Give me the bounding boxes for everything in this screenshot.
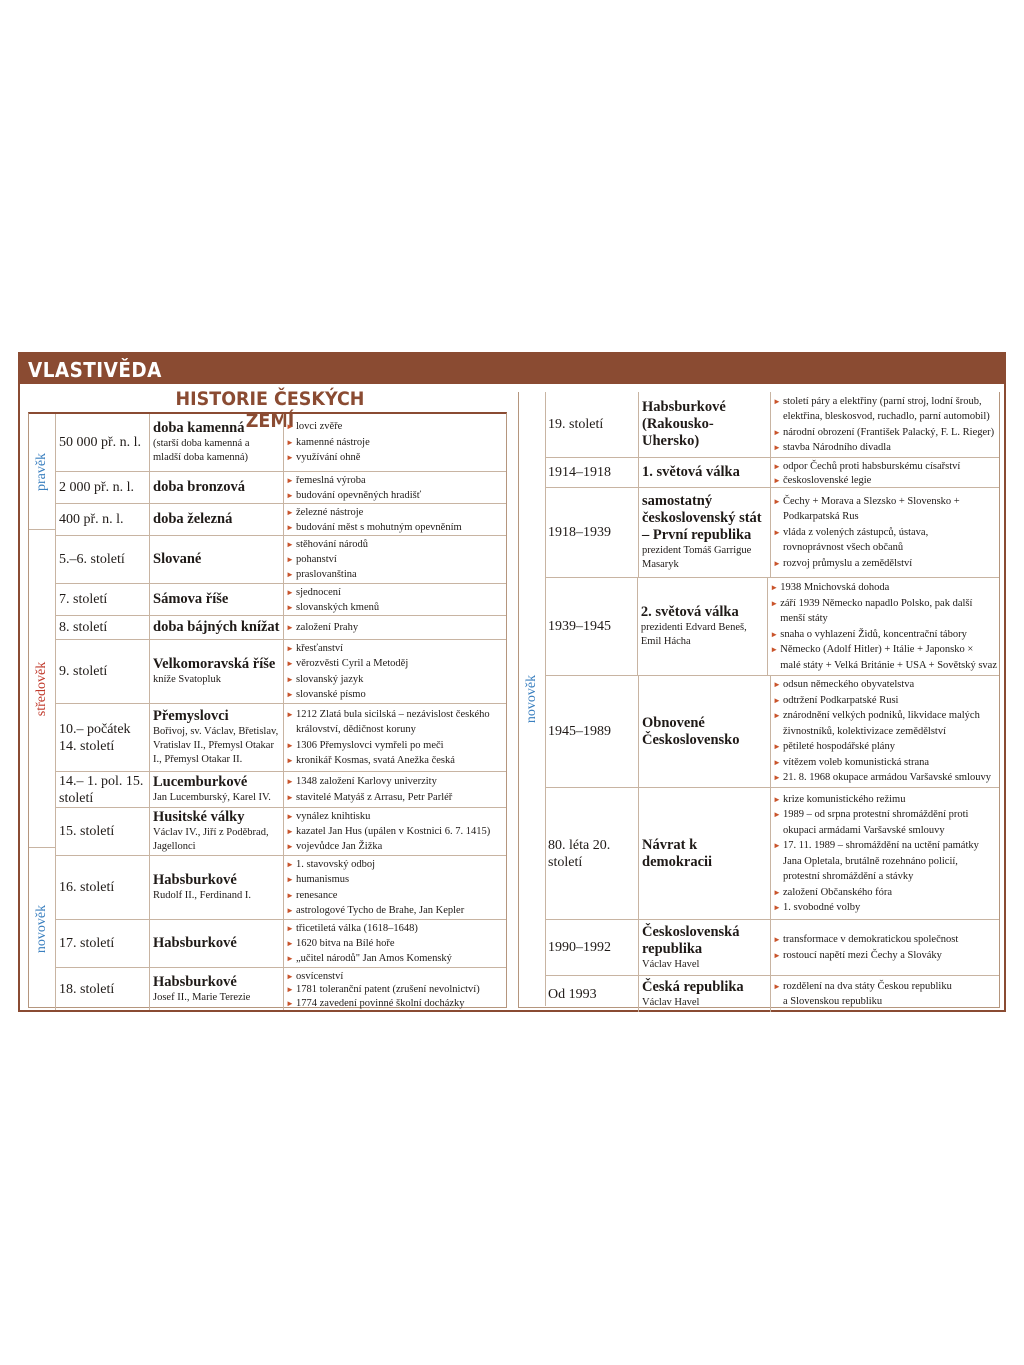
period-name-cell: [150, 968, 284, 1010]
fact-item: ► budování opevněných hradišť: [286, 488, 504, 503]
era-label: pravěk: [34, 452, 49, 491]
fact-item: ► 1989 – od srpna protestní shromáždění proti: [773, 807, 997, 823]
fact-item: ► stavitelé Matyáš z Arrasu, Petr Parléř: [286, 790, 504, 806]
right-timeline-panel: [518, 392, 1000, 1008]
fact-item: ► 1348 založení Karlovy univerzity: [286, 774, 504, 790]
fact-item: ► „učitel národů" Jan Amos Komenský: [286, 951, 504, 966]
fact-item: ► 17. 11. 1989 – shromáždění na uctění památky: [773, 838, 997, 854]
period-name-cell: [150, 772, 284, 807]
fact-item: ► založení Občanského fóra: [773, 885, 997, 901]
fact-item: ► 1620 bitva na Bílé hoře: [286, 936, 504, 951]
fact-item: ► odsun německého obyvatelstva: [773, 677, 997, 693]
fact-item: ► 1938 Mnichovská dohoda: [770, 580, 997, 596]
fact-item: ► stěhování národů: [286, 537, 504, 552]
period-date: 1914–1918: [545, 458, 639, 487]
fact-item: ► slovanské písmo: [286, 687, 504, 702]
facts-cell: [771, 788, 999, 919]
period-date: 17. století: [56, 920, 150, 967]
table-row: [56, 414, 506, 472]
fact-item: ► humanismus: [286, 872, 504, 887]
period-name: Československá republika: [642, 923, 740, 957]
period-rulers: prezident Tomáš Garrigue Masaryk: [642, 545, 752, 570]
facts-cell: [284, 414, 506, 471]
table-row: [545, 488, 999, 578]
era-stredovek: [29, 530, 56, 848]
table-row: [545, 788, 999, 920]
fact-item: ► pětileté hospodářské plány: [773, 739, 997, 755]
fact-item: ► renesance: [286, 888, 504, 903]
fact-item: ► 1781 toleranční patent (zrušení nevolnictví): [286, 982, 504, 995]
period-name-cell: [150, 504, 284, 535]
fact-item: ► 1774 zavedení povinné školní docházky: [286, 996, 504, 1009]
period-name: Obnovené Československo: [642, 714, 740, 748]
right-rows: [545, 392, 999, 1007]
era-label: novověk: [34, 904, 49, 954]
table-row: [56, 856, 506, 920]
fact-item: ► 1. svobodné volby: [773, 900, 997, 916]
era-pravek: [29, 414, 56, 530]
facts-cell: [284, 616, 506, 639]
fact-item: ► snaha o vyhlazení Židů, koncentrační tábory: [770, 627, 997, 643]
period-name-cell: [639, 788, 771, 919]
era-label: novověk: [524, 674, 539, 724]
table-row: [56, 584, 506, 616]
period-name: samostatný československý stát – První republika: [642, 493, 762, 543]
fact-item: ► národní obrození (František Palacký, F. L. Rieger): [773, 425, 997, 441]
period-rulers: Václav Havel: [642, 996, 700, 1008]
period-rulers: Bořivoj, sv. Václav, Břetislav, Vratislav II., Přemysl Otakar I., Přemysl Otakar II.: [153, 726, 279, 765]
table-row: [56, 504, 506, 536]
period-name: Velkomoravská říše: [153, 656, 276, 672]
table-row: [56, 616, 506, 640]
fact-item: menší státy: [780, 613, 828, 624]
fact-item: království, dědičnost koruny: [296, 724, 416, 735]
fact-item: ► Čechy + Morava a Slezsko + Slovensko +: [773, 494, 997, 510]
period-rulers: Rudolf II., Ferdinand I.: [153, 890, 251, 901]
period-name-cell: [639, 920, 771, 975]
section-title: HISTORIE ČESKÝCH ZEMÍ: [175, 388, 365, 432]
period-name: 1. světová válka: [642, 464, 740, 480]
period-name-cell: [639, 392, 771, 457]
facts-cell: [771, 920, 999, 975]
period-name-cell: [150, 414, 284, 471]
table-row: [56, 772, 506, 808]
period-name: doba bájných knížat: [153, 619, 280, 635]
table-row: [545, 392, 999, 458]
period-date: 7. století: [56, 584, 150, 615]
period-date: 400 př. n. l.: [56, 504, 150, 535]
facts-cell: [771, 976, 999, 1012]
era-novovek: [519, 392, 546, 1006]
period-name-cell: [639, 488, 771, 577]
period-date: Od 1993: [545, 976, 639, 1012]
fact-item: ► rozvoj průmyslu a zemědělství: [773, 556, 997, 572]
fact-item: protestní shromáždění a stávky: [783, 871, 914, 882]
period-name: Lucemburkové: [153, 774, 248, 790]
period-date: 15. století: [56, 808, 150, 855]
fact-item: ► krize komunistického režimu: [773, 792, 997, 808]
facts-cell: [284, 772, 506, 807]
period-date: 10.– počátek 14. století: [56, 704, 150, 771]
fact-item: ► kazatel Jan Hus (upálen v Kostnici 6. 7. 1415): [286, 824, 504, 839]
period-name: Habsburkové: [153, 973, 237, 990]
table-row: [56, 640, 506, 704]
table-row: [56, 968, 506, 1010]
period-date: 18. století: [56, 968, 150, 1010]
period-date: 14.– 1. pol. 15. století: [56, 772, 150, 807]
period-rulers: prezidenti Edvard Beneš, Emil Hácha: [640, 622, 747, 647]
table-row: [56, 808, 506, 856]
era-novovek: [29, 848, 56, 1010]
period-name-cell: [150, 472, 284, 503]
facts-cell: [284, 968, 506, 1010]
fact-item: ► století páry a elektřiny (parní stroj, lodní šroub,: [773, 394, 997, 410]
facts-cell: [771, 488, 999, 577]
fact-item: ► slovanský jazyk: [286, 672, 504, 687]
table-row: [56, 920, 506, 968]
fact-item: ► využívání ohně: [286, 450, 504, 466]
facts-cell: [284, 808, 506, 855]
fact-item: a Slovenskou republiku: [783, 996, 883, 1007]
fact-item: ► věrozvěsti Cyril a Metoděj: [286, 656, 504, 671]
period-date: 1918–1939: [545, 488, 639, 577]
period-name: Slované: [153, 551, 202, 567]
card-title: VLASTIVĚDA: [28, 358, 162, 382]
facts-cell: [284, 472, 506, 503]
facts-cell: [771, 392, 999, 457]
facts-cell: [771, 458, 999, 487]
period-rulers: Josef II., Marie Terezie: [153, 991, 251, 1003]
fact-item: ► řemeslná výroba: [286, 473, 504, 488]
period-name: Husitské války: [153, 809, 245, 825]
fact-item: ► pohanství: [286, 552, 504, 567]
fact-item: ► 1212 Zlatá bula sicilská – nezávislost českého: [286, 707, 504, 723]
period-name: Návrat k demokracii: [642, 836, 713, 870]
facts-cell: [284, 504, 506, 535]
fact-item: ► znárodnění velkých podniků, likvidace malých: [773, 708, 997, 724]
fact-item: ► rozdělení na dva státy Českou republiku: [773, 979, 997, 995]
period-name: Habsburkové: [153, 872, 237, 888]
fact-item: Podkarpatská Rus: [783, 511, 859, 523]
fact-item: ► třicetiletá válka (1618–1648): [286, 921, 504, 936]
period-date: 1945–1989: [545, 676, 639, 787]
period-name-cell: [638, 578, 768, 675]
period-date: 50 000 př. n. l.: [56, 414, 150, 471]
period-rulers: Jan Lucemburský, Karel IV.: [153, 792, 271, 803]
period-name-cell: [639, 458, 771, 487]
fact-item: ► kamenné nástroje: [286, 435, 504, 451]
fact-item: ► transformace v demokratickou společnost: [773, 932, 997, 948]
fact-item: ► odpor Čechů proti habsburskému císařství: [773, 459, 997, 473]
period-name-cell: [150, 704, 284, 771]
table-row: [56, 704, 506, 772]
fact-item: ► budování měst s mohutným opevněním: [286, 520, 504, 535]
period-date: 9. století: [56, 640, 150, 703]
fact-item: ► kronikář Kosmas, svatá Anežka česká: [286, 753, 504, 769]
fact-item: ► 1. stavovský odboj: [286, 857, 504, 872]
fact-item: ► vítězem voleb komunistická strana: [773, 755, 997, 771]
fact-item: ► křesťanství: [286, 641, 504, 656]
table-row: [545, 976, 999, 1012]
fact-item: ► slovanských kmenů: [286, 600, 504, 615]
period-name: doba bronzová: [153, 479, 245, 495]
fact-item: malé státy + Velká Británie + USA + Sovětský svaz: [780, 659, 997, 671]
fact-item: ► praslovanština: [286, 567, 504, 582]
period-date: 5.–6. století: [56, 536, 150, 583]
fact-item: rovnoprávnost všech občanů: [783, 542, 904, 554]
fact-item: ► odtržení Podkarpatské Rusi: [773, 693, 997, 709]
period-name: Česká republika: [642, 978, 744, 995]
fact-item: ► železné nástroje: [286, 505, 504, 520]
facts-cell: [284, 704, 506, 771]
era-label: středověk: [34, 661, 49, 716]
period-rulers: (starší doba kamenná a mladší doba kamenná): [153, 438, 250, 463]
period-rulers: Václav IV., Jiří z Poděbrad, Jagellonci: [153, 827, 269, 852]
fact-item: Jana Opletala, brutálně rozehnáno policií,: [783, 855, 958, 867]
card-header: [20, 354, 1004, 384]
period-name-cell: [150, 808, 284, 855]
facts-cell: [284, 920, 506, 967]
fact-item: ► lovci zvěře: [286, 419, 504, 435]
fact-item: okupaci armádami Varšavské smlouvy: [783, 824, 945, 836]
facts-cell: [768, 578, 999, 675]
fact-item: ► vojevůdce Jan Žižka: [286, 839, 504, 854]
period-date: 19. století: [545, 392, 639, 457]
fact-item: ► 21. 8. 1968 okupace armádou Varšavské smlouvy: [773, 770, 997, 786]
fact-item: ► 1306 Přemyslovci vymřeli po meči: [286, 738, 504, 754]
period-name: Sámova říše: [153, 591, 229, 607]
table-row: [545, 676, 999, 788]
left-timeline-panel: [28, 412, 507, 1008]
period-name-cell: [150, 536, 284, 583]
fact-item: elektřina, bleskosvod, ruchadlo, parní automobil): [783, 411, 990, 422]
period-date: 1990–1992: [545, 920, 639, 975]
period-name: doba kamenná: [153, 420, 245, 436]
period-name-cell: [150, 584, 284, 615]
period-date: 16. století: [56, 856, 150, 919]
fact-item: živnostníků, kolektivizace zemědělství: [783, 725, 946, 737]
period-name-cell: [639, 676, 771, 787]
period-name: Habsburkové (Rakousko-Uhersko): [642, 399, 726, 449]
period-rulers: kníže Svatopluk: [153, 674, 221, 685]
fact-item: ► vláda z volených zástupců, ústava,: [773, 525, 997, 541]
table-row: [56, 472, 506, 504]
period-name: Habsburkové: [153, 935, 237, 951]
vlastiveda-card: [18, 352, 1006, 1012]
table-row: [56, 536, 506, 584]
table-row: [545, 578, 999, 676]
period-name-cell: [150, 616, 284, 639]
fact-item: ► vynález knihtisku: [286, 809, 504, 824]
period-name: 2. světová válka: [640, 604, 739, 620]
period-name-cell: [150, 920, 284, 967]
fact-item: ► září 1939 Německo napadlo Polsko, pak další: [770, 596, 997, 612]
fact-item: ► rostoucí napětí mezi Čechy a Slováky: [773, 948, 997, 964]
facts-cell: [284, 584, 506, 615]
left-rows: [56, 414, 506, 1007]
fact-item: ► astrologové Tycho de Brahe, Jan Kepler: [286, 903, 504, 918]
fact-item: ► sjednocení: [286, 585, 504, 600]
period-date: 2 000 př. n. l.: [56, 472, 150, 503]
table-row: [545, 920, 999, 976]
fact-item: ► Německo (Adolf Hitler) + Itálie + Japonsko ×: [770, 642, 997, 658]
fact-item: ► československé legie: [773, 473, 997, 487]
period-date: 8. století: [56, 616, 150, 639]
period-name: doba železná: [153, 511, 233, 527]
period-name: Přemyslovci: [153, 708, 229, 724]
facts-cell: [284, 640, 506, 703]
period-rulers: Václav Havel: [642, 958, 700, 970]
fact-item: ► založení Prahy: [286, 620, 504, 636]
facts-cell: [284, 536, 506, 583]
fact-item: ► osvícenství: [286, 969, 504, 982]
period-name-cell: [150, 856, 284, 919]
facts-cell: [771, 676, 999, 787]
facts-cell: [284, 856, 506, 919]
period-name-cell: [639, 976, 771, 1012]
period-name-cell: [150, 640, 284, 703]
period-date: 1939–1945: [545, 578, 638, 675]
table-row: [545, 458, 999, 488]
fact-item: ► stavba Národního divadla: [773, 440, 997, 456]
period-date: 80. léta 20. století: [545, 788, 639, 919]
